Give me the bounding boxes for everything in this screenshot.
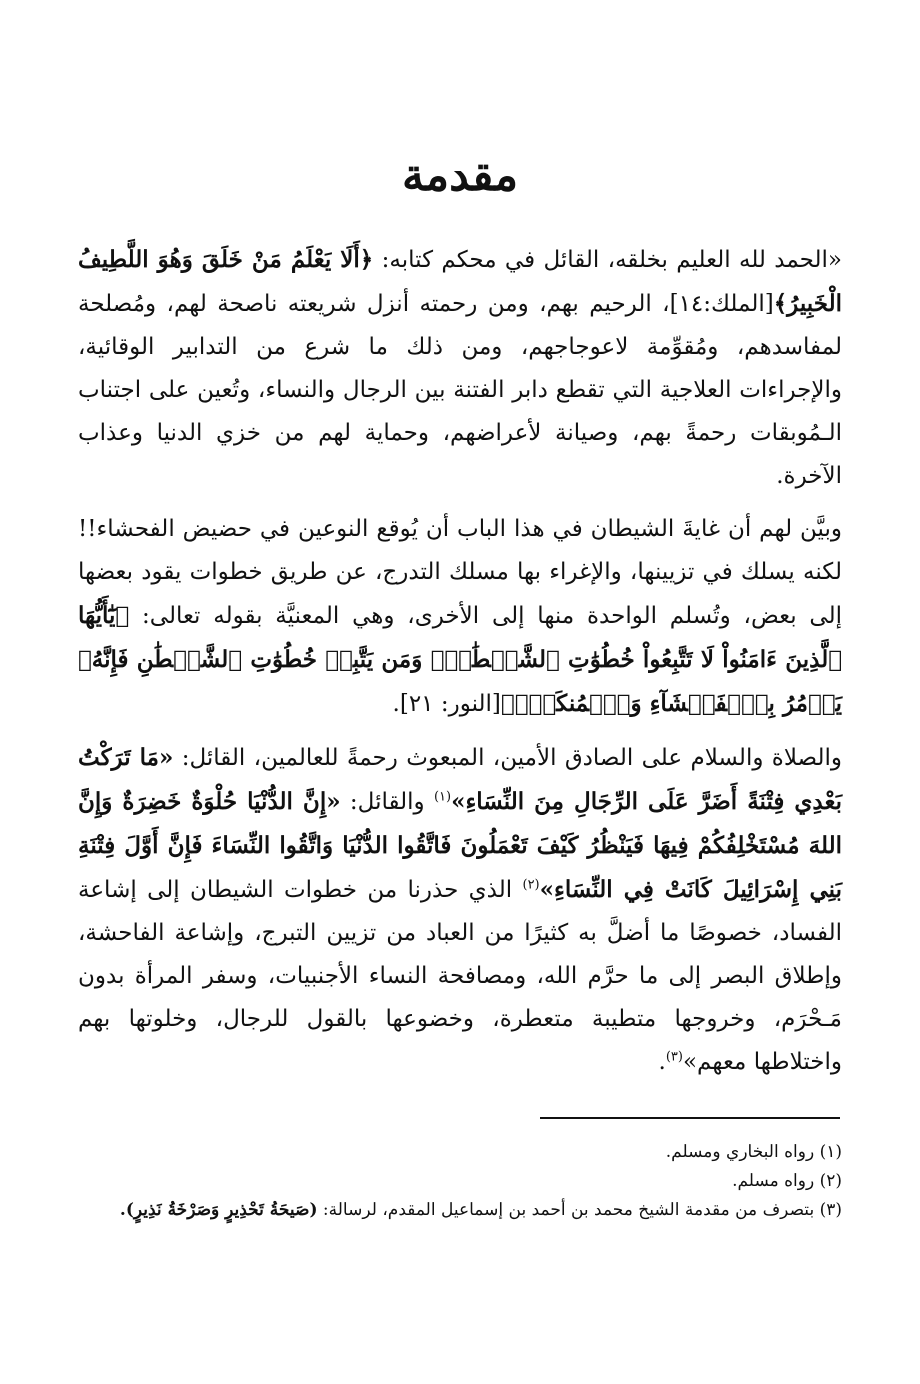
footnote-number: (١) xyxy=(819,1142,842,1162)
paragraph-2 xyxy=(78,508,842,726)
paragraph-3 xyxy=(78,736,842,1084)
paragraph-text: وبيَّن لهم أن غايةَ الشيطان في هذا الباب أن يُوقع النوعين في حضيض الفحشاء!! لكنه يسلك في تزيينها، والإغراء بها مسلك التدرج، عن طريق خطوات يقود بعضها إلى بعض، وتُسلم الواحدة منها إلى الأخرى، وهي المعنيَّة بقوله تعالى: xyxy=(78,516,842,629)
footnote-text: رواه البخاري ومسلم. xyxy=(665,1142,815,1162)
footnote-3 xyxy=(78,1196,842,1225)
paragraph-text: . xyxy=(658,1049,666,1075)
footnote-2 xyxy=(78,1167,842,1196)
footnote-1 xyxy=(78,1138,842,1167)
hadith-quote: «إِنَّ الدُّنْيَا حُلْوَةٌ خَضِرَةٌ وَإِنَّ اللهَ مُسْتَخْلِفُكُمْ فِيهَا فَيَنْظُرُ كَيْفَ تَعْمَلُونَ فَاتَّقُوا الدُّنْيَا وَاتَّقُوا النِّسَاءَ فَإِنَّ أَوَّلَ فِتْنَةِ بَنِي إِسْرَائِيلَ كَانَتْ فِي النِّسَاءِ» xyxy=(78,788,842,903)
page-title: مقدمة xyxy=(401,150,519,201)
quran-verse: ﴿يَٰٓأَيُّهَا ٱلَّذِينَ ءَامَنُواْ لَا تَتَّبِعُواْ خُطُوَٰتِ ٱلشَّيۡطَٰنِۚ وَمَن يَتَّبِعۡ خُطُوَٰتِ ٱلشَّيۡطَٰنِ فَإِنَّهُۥ يَأۡمُرُ بِٱلۡفَحۡشَآءِ وَٱلۡمُنكَرِۚ﴾ xyxy=(78,602,842,717)
quran-verse: ﴿أَلَا يَعْلَمُ مَنْ خَلَقَ وَهُوَ اللَّطِيفُ الْخَبِيرُ﴾ xyxy=(78,246,842,317)
footnote-book-title: (صَيحَةُ تَحْذِيرٍ وَصَرْخَةُ نَذِيرٍ). xyxy=(119,1200,318,1220)
footnote-number: (٣) xyxy=(819,1200,842,1220)
paragraph-text: والقائل: xyxy=(340,789,434,815)
footnote-ref-1: (١) xyxy=(433,789,452,805)
paragraph-text: الذي حذرنا من خطوات الشيطان إلى إشاعة الفساد، خصوصًا ما أضلَّ به كثيرًا من العباد من تزيين التبرج، وإشاعة الفاحشة، وإطلاق البصر إلى ما حرَّم الله، ومصافحة النساء الأجنبيات، وسفر المرأة بدون مَـحْرَم، وخروجها متطيبة متعطرة، وخضوعها بالقول للرجال، وخلوتها بهم واختلاطها معهم» xyxy=(78,877,842,1075)
main-text xyxy=(78,238,842,1094)
paragraph-text: [الملك:١٤]، الرحيم بهم، ومن رحمته أنزل شريعته ناصحة لهم، ومُصلحة لمفاسدهم، ومُقوِّمة لاعوجاجهم، ومن ذلك ما شرع من التدابير الوقائية، والإجراءات العلاجية التي تقطع دابر الفتنة بين الرجال والنساء، وتُعين على اجتناب الـمُوبقات رحمةً بهم، وصيانة لأعراضهم، وحماية لهم من خزي الدنيا وعذاب الآخرة. xyxy=(78,291,842,489)
footnote-text: رواه مسلم. xyxy=(732,1171,815,1191)
verse-reference: [النور: ٢١]. xyxy=(392,691,501,717)
footnote-ref-2: (٢) xyxy=(522,877,540,893)
footnote-text: بتصرف من مقدمة الشيخ محمد بن أحمد بن إسماعيل المقدم، لرسالة: xyxy=(317,1200,815,1220)
hadith-quote: «مَا تَرَكْتُ بَعْدِي فِتْنَةً أَضَرَّ عَلَى الرِّجَالِ مِنَ النِّسَاءِ» xyxy=(78,744,842,815)
paragraph-1 xyxy=(78,238,842,498)
footnotes xyxy=(78,1138,842,1225)
paragraph-text: «الحمد لله العليم بخلقه، القائل في محكم كتابه: xyxy=(373,247,842,273)
footnote-ref-3: (٣) xyxy=(665,1049,683,1065)
footnote-number: (٢) xyxy=(819,1171,842,1191)
paragraph-text: والصلاة والسلام على الصادق الأمين، المبعوث رحمةً للعالمين، القائل: xyxy=(173,745,842,771)
footnote-divider xyxy=(540,1117,840,1119)
